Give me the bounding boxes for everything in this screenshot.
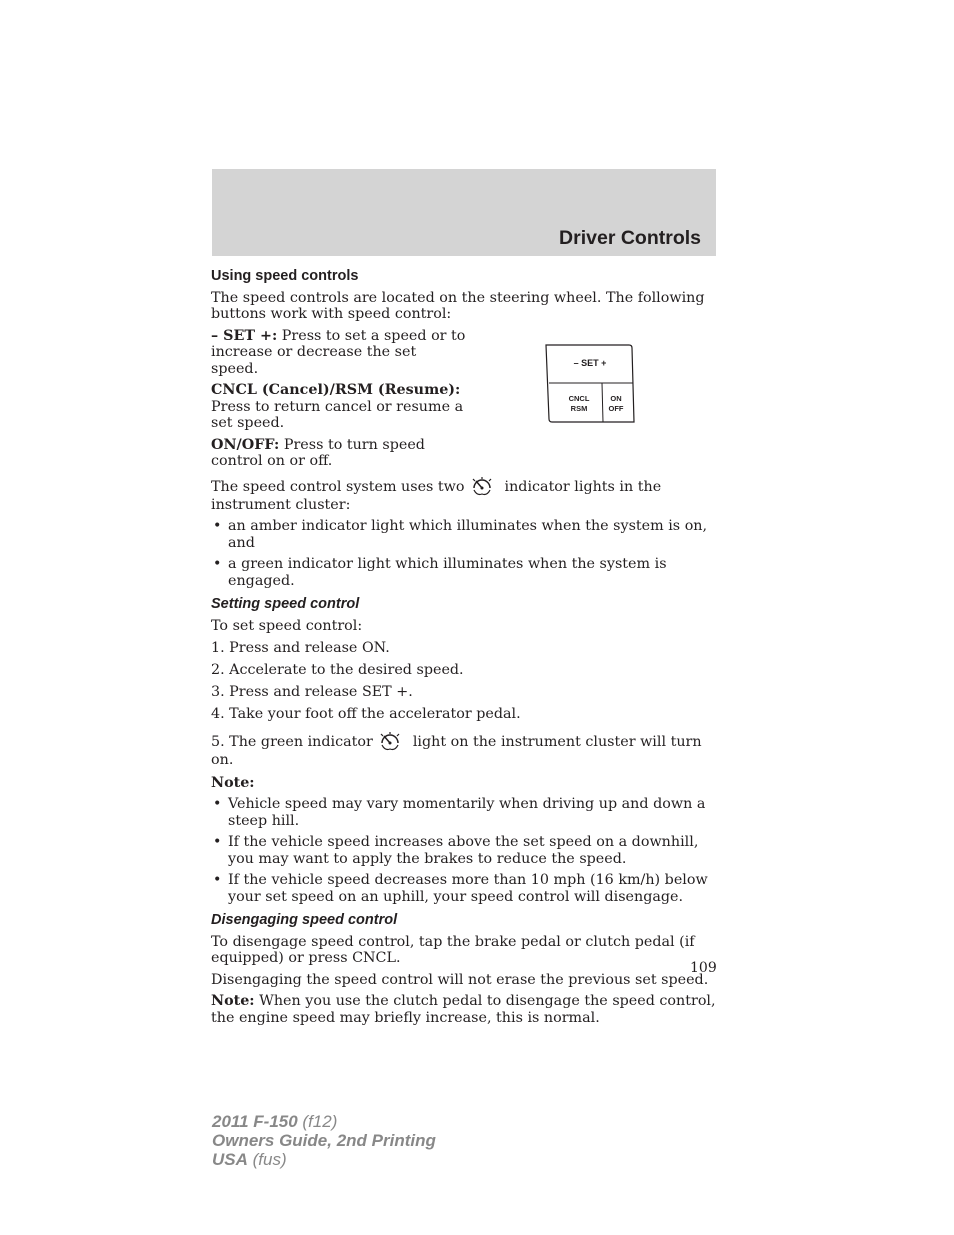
rsm-button-label: RSM <box>570 404 588 413</box>
disengaging-paragraph: Disengaging the speed control will not erase the previous set speed. <box>211 971 709 988</box>
step-item: 1. Press and release ON. <box>211 639 390 656</box>
setting-steps <box>211 618 721 769</box>
step-item: 2. Accelerate to the desired speed. <box>211 661 464 678</box>
disengaging-heading: Disengaging speed control <box>211 912 398 928</box>
step-item: 3. Press and release SET +. <box>211 683 413 700</box>
setting-heading: Setting speed control <box>211 596 360 612</box>
header-band <box>212 169 716 256</box>
list-item: • Vehicle speed may vary momentarily when driving up and down a steep hill. <box>211 796 721 829</box>
set-button-label: – SET + <box>573 358 607 368</box>
list-item: • a green indicator light which illuminates when the system is engaged. <box>211 556 721 589</box>
disengaging-note: Note: When you use the clutch pedal to disengage the speed control, the engine speed may briefly increase, this is normal. <box>211 993 716 1026</box>
on-off-description: ON/OFF: Press to turn speed control on or off. <box>211 436 425 469</box>
green-indicator-icon <box>377 730 403 752</box>
intro-paragraph: The speed controls are located on the steering wheel. The following buttons work with speed control: <box>211 289 705 322</box>
footer-line-2: Owners Guide, 2nd Printing <box>212 1131 436 1150</box>
section-title: Driver Controls <box>559 227 701 249</box>
footer-line-1: 2011 F-150 (f12) <box>212 1112 338 1131</box>
footer <box>212 1112 436 1169</box>
page-number: 109 <box>690 960 717 976</box>
speed-control-indicator-icon <box>469 475 495 497</box>
cncl-rsm-description: CNCL (Cancel)/RSM (Resume): Press to return cancel or resume a set speed. <box>211 382 464 431</box>
footer-line-3: USA (fus) <box>212 1150 287 1169</box>
off-button-label: OFF <box>608 404 624 413</box>
list-item: • If the vehicle speed increases above the set speed on a downhill, you may want to apply the brakes to reduce the speed. <box>211 834 721 867</box>
set-button-description: – SET +: Press to set a speed or to increase or decrease the set speed. <box>211 327 466 377</box>
note-bullet-list <box>211 796 721 905</box>
list-item: • an amber indicator light which illuminates when the system is on, and <box>211 518 721 551</box>
indicator-bullet-list <box>211 518 721 589</box>
note-label: Note: <box>211 774 255 791</box>
on-button-label: ON <box>610 394 622 403</box>
step-item: 4. Take your foot off the accelerator pedal. <box>211 705 521 722</box>
cncl-button-label: CNCL <box>568 394 590 403</box>
list-item: • If the vehicle speed decreases more than 10 mph (16 km/h) below your set speed on an uphill, your speed control will disengage. <box>211 872 721 905</box>
disengaging-paragraph: To disengage speed control, tap the brake pedal or clutch pedal (if equipped) or press CNCL. <box>211 933 695 966</box>
section-heading: Using speed controls <box>211 268 359 284</box>
step-item: 5. The green indicator light on the instrument cluster will turn on. <box>211 730 721 769</box>
indicator-paragraph: The speed control system uses two indicator lights in the instrument cluster: <box>211 475 721 514</box>
setting-intro: To set speed control: <box>211 617 363 634</box>
page-content <box>211 268 721 1031</box>
